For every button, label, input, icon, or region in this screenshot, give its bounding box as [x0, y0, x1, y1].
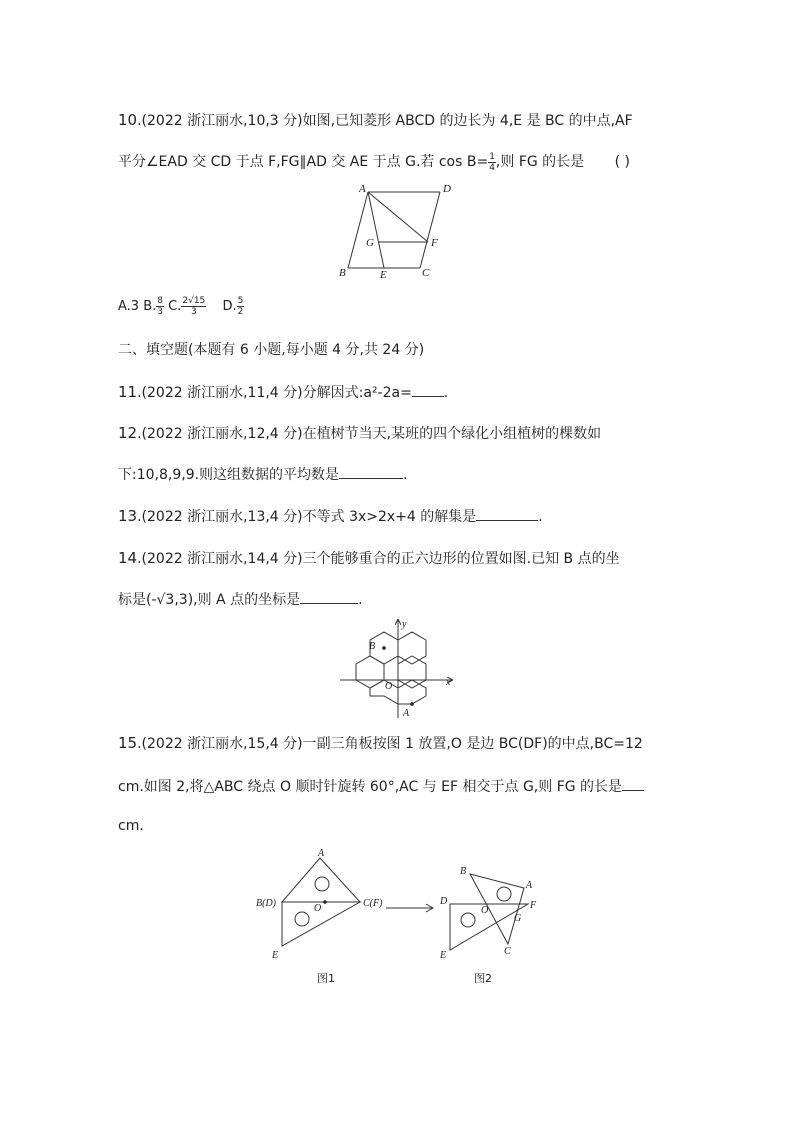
q10-line1 — [118, 110, 633, 130]
rhombus-figure — [330, 180, 470, 280]
triangle-figure-2 — [434, 858, 544, 962]
option-d — [222, 296, 244, 317]
label-x: x — [446, 677, 451, 688]
hole-def — [295, 912, 309, 926]
triangle-abc — [282, 858, 360, 902]
fig2-label-O: O — [481, 905, 489, 916]
caption-figure-2: 图2 — [474, 972, 492, 985]
side-DC — [420, 192, 440, 268]
label-C: C — [422, 267, 430, 279]
fig1-label-O: O — [314, 903, 322, 914]
q15-line2 — [118, 776, 644, 796]
q11-answer-blank[interactable] — [412, 384, 444, 397]
option-b-den: 3 — [157, 307, 164, 317]
q13-answer-blank[interactable] — [476, 508, 538, 521]
option-c-prefix: C. — [168, 299, 182, 314]
hexagon-right — [398, 656, 426, 688]
option-d-prefix: D. — [222, 299, 237, 314]
q10-text-2b: ,则 FG 的长是 — [495, 154, 585, 170]
q11 — [118, 382, 448, 402]
q14-text-2: 标是(-√3,3),则 A 点的坐标是 — [118, 592, 301, 608]
point-B — [382, 646, 386, 650]
triangle-figure-1 — [252, 846, 392, 966]
fig2-label-B: B — [460, 866, 467, 877]
point-O — [323, 900, 327, 904]
option-c-den: 3 — [190, 307, 197, 317]
q13-end: . — [538, 509, 543, 525]
point-A — [410, 702, 414, 706]
q15-number: 15 — [118, 734, 138, 752]
option-b — [143, 296, 164, 317]
fig1-label-A: A — [318, 848, 325, 859]
option-c-num: 2√15 — [182, 296, 206, 306]
q15-line1 — [118, 733, 643, 753]
hole-def-2 — [461, 913, 475, 927]
side-AB — [348, 192, 368, 268]
q11-end: . — [443, 385, 449, 401]
q12-answer-blank[interactable] — [339, 466, 403, 479]
fig2-label-C: C — [504, 946, 511, 957]
hexagon-bottom-right — [398, 680, 426, 704]
q10-text-2a: 平分∠EAD 交 CD 于点 F,FG∥AD 交 AE 于点 G.若 cos B= — [118, 154, 489, 170]
option-d-den: 2 — [237, 307, 244, 317]
q15-text-1: .(2022 浙江丽水,15,4 分)一副三角板按图 1 放置,O 是边 BC(DF)的中点,BC=12 — [137, 736, 643, 752]
caption-figure-1: 图1 — [317, 972, 335, 985]
hexagon-left — [356, 656, 384, 688]
label-E: E — [380, 269, 387, 280]
cos-fraction — [488, 152, 496, 173]
triangle-def-2 — [450, 904, 528, 950]
section-heading: 二、填空题(本题有 6 小题,每小题 4 分,共 24 分) — [118, 342, 425, 358]
hexagon-top-right — [398, 632, 426, 664]
q15-answer-blank[interactable] — [622, 778, 644, 791]
option-d-num: 5 — [237, 296, 244, 306]
label-y: y — [402, 619, 407, 630]
q14-end: . — [358, 592, 363, 608]
label-B: B — [369, 641, 376, 652]
fig2-label-E: E — [440, 950, 447, 961]
cos-numerator: 1 — [489, 151, 495, 162]
q12-end: . — [403, 467, 408, 483]
hole-abc-2 — [497, 887, 511, 901]
fig2-label-A: A — [526, 880, 533, 891]
hexagon-bottom-left — [370, 680, 398, 704]
q12-number: 12 — [118, 424, 138, 442]
fig1-label-E: E — [272, 950, 279, 961]
option-b-prefix: B. — [143, 299, 157, 314]
q10-options — [118, 296, 244, 317]
q14-line2 — [118, 589, 363, 609]
label-A: A — [403, 708, 410, 719]
option-a: A.3 — [118, 299, 140, 314]
q10-text-1: .(2022 浙江丽水,10,3 分)如图,已知菱形 ABCD 的边长为 4,E 是 BC 的中点,AF — [137, 113, 633, 129]
q13-number: 13 — [118, 507, 138, 525]
label-D: D — [443, 183, 451, 195]
hexagon-figure — [340, 614, 460, 720]
q10-number: 10 — [118, 111, 138, 129]
arrow-right-icon — [386, 902, 436, 914]
fig1-label-BD: B(D) — [256, 898, 276, 909]
fig2-label-D: D — [440, 896, 448, 907]
hole-abc — [315, 877, 329, 891]
q14-number: 14 — [118, 549, 138, 567]
label-F: F — [431, 237, 438, 249]
fig1-label-CF: C(F) — [363, 898, 383, 909]
label-A: A — [359, 183, 366, 195]
label-O: O — [385, 681, 393, 692]
q12-text-1: .(2022 浙江丽水,12,4 分)在植树节当天,某班的四个绿化小组植树的棵数如 — [137, 426, 602, 442]
q11-text: .(2022 浙江丽水,11,4 分)分解因式:a²-2a= — [137, 385, 412, 401]
q15-line3: cm. — [118, 818, 144, 834]
q11-number: 11 — [118, 383, 138, 401]
q12-line1 — [118, 423, 601, 443]
label-G: G — [366, 237, 374, 249]
q12-line2 — [118, 464, 408, 484]
q13 — [118, 506, 543, 526]
q12-text-2: 下:10,8,9,9.则这组数据的平均数是 — [118, 467, 340, 483]
q13-text: .(2022 浙江丽水,13,4 分)不等式 3x>2x+4 的解集是 — [137, 509, 477, 525]
answer-paren: ( ) — [614, 154, 631, 170]
q14-answer-blank[interactable] — [300, 591, 358, 604]
q10-line2 — [118, 151, 630, 173]
option-c — [168, 296, 206, 317]
q14-text-1: .(2022 浙江丽水,14,4 分)三个能够重合的正六边形的位置如图.已知 B 点的坐 — [137, 551, 620, 567]
q14-line1 — [118, 548, 620, 568]
label-B: B — [339, 267, 346, 279]
cos-denominator: 4 — [489, 162, 495, 173]
q15-text-2: cm.如图 2,将△ABC 绕点 O 顺时针旋转 60°,AC 与 EF 相交于点 G,则 FG 的长是 — [118, 779, 623, 795]
fig2-label-F: F — [530, 900, 537, 911]
fig2-label-G: G — [514, 913, 522, 924]
option-b-num: 8 — [157, 296, 164, 306]
